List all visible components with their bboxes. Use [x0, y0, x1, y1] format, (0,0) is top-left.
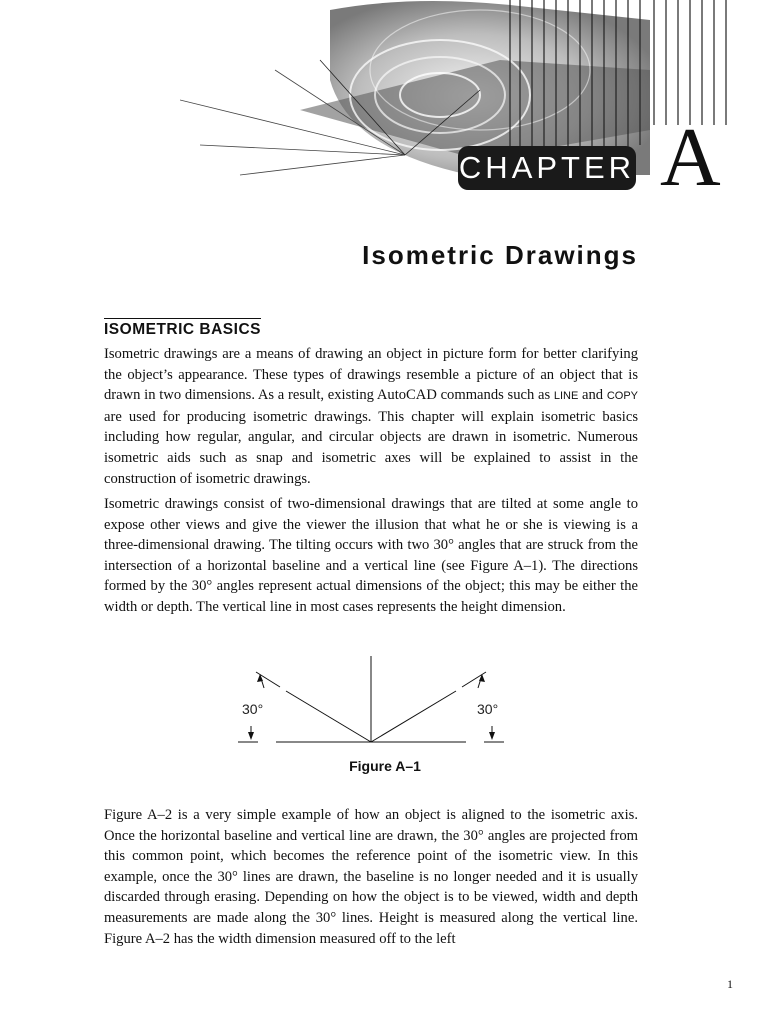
chapter-label-badge	[458, 146, 636, 190]
chapter-letter: A	[660, 111, 721, 204]
right-angle-label: 30°	[477, 701, 499, 717]
paragraph-intro	[104, 344, 638, 489]
left-30-line	[286, 691, 371, 742]
paragraph-intro-part2: and	[578, 387, 607, 404]
paragraph-example: Figure A–2 is a very simple example of how an object is aligned to the isometric axis. Once the horizontal baseline and vertical line are drawn, the 30° angles are projected from this common point, which becomes the reference point of the isometric view. In this example, once the 30° lines are drawn, the baseline is no longer needed and it is usually discarded through erasing. Depending on how the object is to be viewed, width and depth measurements are made along the 30° lines. Height is measured along the vertical line. Figure A–2 has the width dimension measured off to the left	[104, 807, 638, 947]
right-30-line	[371, 691, 456, 742]
paragraph-intro-part3: are used for producing isometric drawings. This chapter will explain isometric basics including how regular, angular, and circular objects are drawn in isometric. Numerous isometric aids such as snap and isometric axes will be explained to assist in the construction of isometric drawings.	[104, 408, 638, 487]
paragraph-intro-part1: Isometric drawings are a means of drawing an object in picture form for better clarifying the object’s appearance. These types of drawings resemble a picture of an object that is drawn in two dimensions. As a result, existing AutoCAD commands such as	[104, 346, 638, 404]
page-number: 1	[727, 977, 733, 991]
command-copy: COPY	[606, 390, 638, 403]
chapter-label: CHAPTER	[458, 150, 636, 185]
paragraph-tilting: Isometric drawings consist of two-dimensional drawings that are tilted at some angle to expose other views and give the viewer the illusion that what he or she is viewing is a three-dimensional drawing. The tilting occurs with two 30° angles that are struck from the intersection of a horizontal baseline and a vertical line (see Figure A–1). The directions formed by the 30° angles represent actual dimensions of the object; this may be either the width or depth. The vertical line in most cases represents the height dimension.	[104, 496, 638, 615]
figure-caption: Figure A–1	[349, 758, 421, 774]
chapter-title: Isometric Drawings	[362, 240, 638, 270]
left-angle-label: 30°	[242, 701, 264, 717]
section-heading: ISOMETRIC BASICS	[104, 318, 261, 339]
command-line: LINE	[553, 390, 579, 403]
isometric-axis-figure	[234, 652, 514, 752]
